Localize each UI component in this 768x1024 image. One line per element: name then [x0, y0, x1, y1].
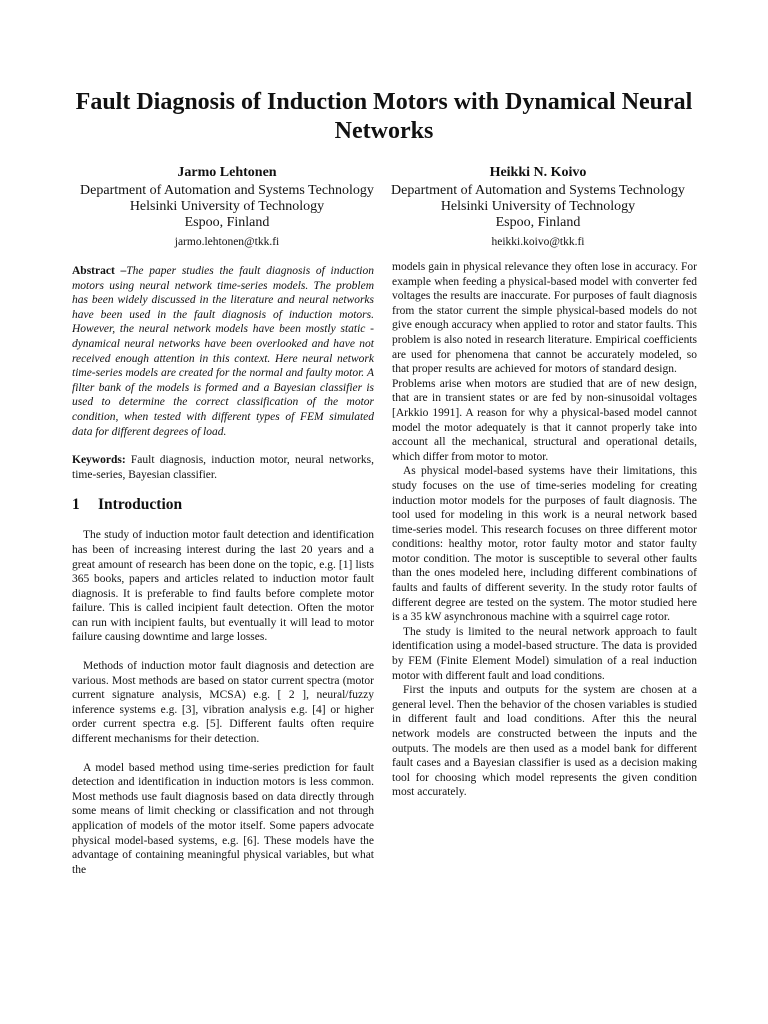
author-department: Department of Automation and Systems Technology	[391, 183, 685, 198]
paragraph: The study is limited to the neural network approach to fault identification using a model-based structure. The data is provided by FEM (Finite Element Model) simulation of a real induction motor with different fault and load conditions.	[392, 625, 697, 682]
paper-title: Fault Diagnosis of Induction Motors with Dynamical Neural Networks	[75, 89, 693, 144]
author-location: Espoo, Finland	[184, 215, 270, 230]
left-column	[72, 264, 374, 877]
keywords	[72, 453, 374, 482]
paragraph: First the inputs and outputs for the system are chosen at a general level. Then the behavior of the chosen variables is studied in different fault and load conditions. After this the neural network models are constructed between the inputs and the outputs. The models are then used as a model bank for different fault cases and a Bayesian classifier is used as a decision making tool for choosing which model represents the given condition most accurately.	[392, 684, 697, 799]
author-university: Helsinki University of Technology	[129, 199, 325, 214]
author-email: heikki.koivo@tkk.fi	[491, 236, 585, 248]
section-heading-introduction	[72, 496, 374, 514]
paragraph: Problems arise when motors are studied that are of new design, that are in transient states or are fed by non-sinusoidal voltages [Arkkio 1991]. A reason for why a physical-based model cannot model the motor adequately is that it cannot properly take into account all the mechanical, structural and operational details, which differ from motor to motor.	[392, 377, 697, 463]
section-title: Introduction	[98, 496, 183, 514]
section-number: 1	[72, 496, 80, 514]
author-department: Department of Automation and Systems Technology	[80, 183, 374, 198]
author-university: Helsinki University of Technology	[440, 199, 636, 214]
keywords-text: Fault diagnosis, induction motor, neural networks, time-series, Bayesian classifier.	[72, 454, 374, 481]
author-block-1	[67, 165, 387, 250]
abstract-label: Abstract –	[72, 265, 127, 277]
paragraph: As physical model-based systems have their limitations, this study focuses on the use of time-series modeling for creating induction motor models for the purposes of fault diagnosis. The tool used for modeling in this work is a neural network based time-series model. This research focuses on three different motor conditions: healthy motor, rotor faulty motor and stator faulty motor condition. The motor is susceptible to several other faults than the ones modeled here, including different combinations of faults and faults of different severity. In the study rotor faults of different degree are tested on the system. The motor studied here is a 35 kW asynchronous machine with a squirrel cage rotor.	[392, 465, 697, 624]
author-location: Espoo, Finland	[495, 215, 581, 230]
keywords-label: Keywords:	[72, 454, 126, 467]
author-name: Heikki N. Koivo	[489, 165, 587, 180]
author-email: jarmo.lehtonen@tkk.fi	[174, 236, 280, 248]
abstract	[72, 264, 374, 439]
paragraph: Methods of induction motor fault diagnosis and detection are various. Most methods are based on stator current spectra (motor current signature analysis, MCSA) e.g. [ 2 ], neural/fuzzy inference systems e.g. [3], vibration analysis e.g. [4] or higher order current spectra e.g. [5]. Different faults often require different mechanisms for their detection.	[72, 660, 374, 746]
paragraph: A model based method using time-series prediction for fault detection and identification in induction motors is less common. Most methods use fault diagnosis based on data directly through some means of limit checking or classification and not through application of models of the motor itself. Some papers advocate physical model-based systems, e.g. [6]. These models have the advantage of containing meaningful physical variables, but what the	[72, 761, 374, 876]
abstract-text: The paper studies the fault diagnosis of induction motors using neural network time-series models. The problem has been widely discussed in the literature and neural networks have been used in the fault diagnosis of induction motors. However, the neural network models have been mostly static - dynamical neural networks have been overlooked and have not received enough attention in this context. Here neural network time-series models are created for the normal and faulty motor. A filter bank of the models is formed and a Bayesian classifier is used to determine the correct classification of the motor condition, when tested with different types of FEM simulated data for different degrees of load.	[72, 265, 375, 438]
right-column	[392, 260, 697, 800]
author-name: Jarmo Lehtonen	[177, 165, 277, 180]
paragraph: models gain in physical relevance they often lose in accuracy. For example when feeding a physical-based model with converter fed voltages the results are inaccurate. For purposes of fault diagnosis from the stator current the simple physical-based models do not give enough accuracy when applied to rotor and stator faults. This problem is also noted in research literature. Empirical coefficients are used for phenomena that cannot be accurately modeled, so that proper results are achieved for motors of standard design.	[392, 261, 697, 376]
author-block-2	[378, 165, 698, 250]
paragraph: The study of induction motor fault detection and identification has been of increasing interest during the last 20 years and a great amount of research has been done on the topic, e.g. [1] lists 365 books, papers and articles related to induction motor fault diagnosis. It is preferable to find faults before complete motor failure. This is called incipient fault detection. Often the motor can run with incipient faults, but eventually it will lead to motor failure causing downtime and large losses.	[72, 529, 374, 644]
